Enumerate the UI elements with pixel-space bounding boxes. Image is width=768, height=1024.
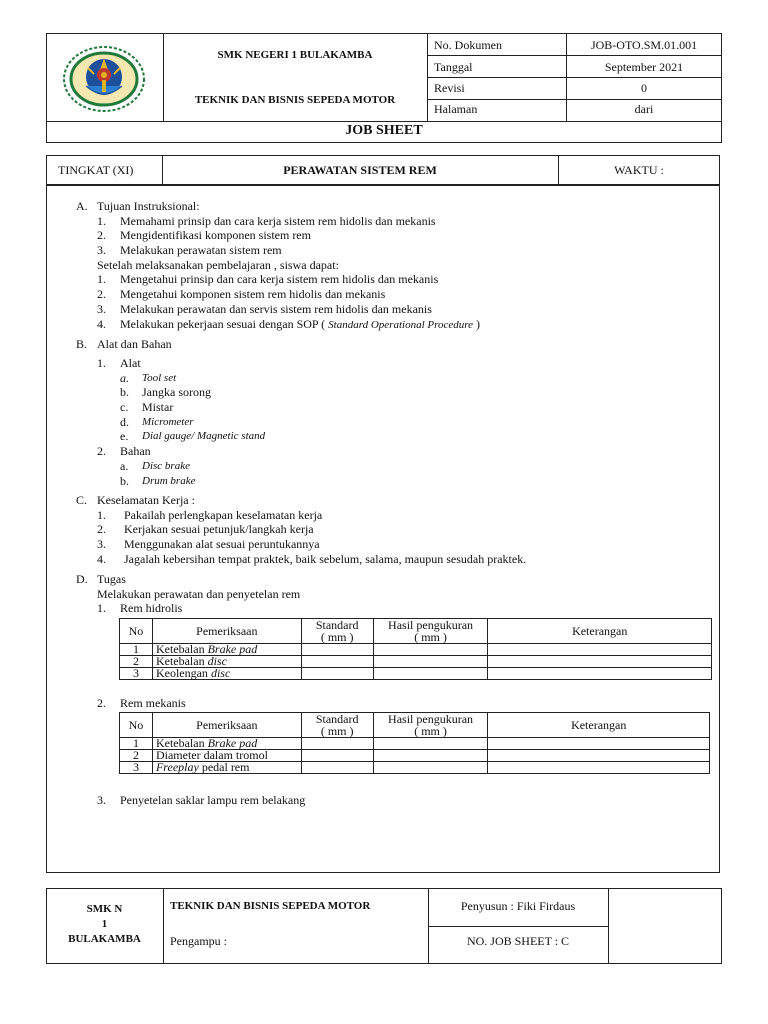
section-label: D.	[76, 572, 88, 586]
input-cell[interactable]	[373, 656, 488, 668]
column-header: Keterangan	[488, 619, 712, 644]
column-header: Standard ( mm )	[301, 713, 373, 738]
column-header: Pemeriksaan	[152, 619, 301, 644]
table-row: 1 Ketebalan Brake pad	[120, 644, 712, 656]
topic-title: PERAWATAN SISTEM REM	[283, 163, 437, 177]
column-header: Keterangan	[488, 713, 710, 738]
input-cell[interactable]	[488, 656, 712, 668]
department-name: TEKNIK DAN BISNIS SEPEDA MOTOR	[194, 94, 396, 106]
list-item: 3. Menggunakan alat sesuai peruntukannya	[97, 537, 320, 552]
doc-field-value: dari	[634, 102, 654, 116]
after-text: Setelah melaksanakan pembelajaran , siswa dapat:	[97, 257, 339, 272]
footer-school: SMK N 1 BULAKAMBA	[68, 903, 141, 945]
alat-list: 1. Alat a. Tool set b. Jangka sorong c. Mistar d. Micrometer e. Dial gauge/ Magnetic stand 2. Bahan a. Disc brake b. Drum brake	[76, 356, 716, 488]
section-label: A.	[76, 199, 88, 213]
list-item: b. Drum brake	[120, 473, 196, 488]
section-b	[76, 337, 716, 352]
doc-field-label: Halaman	[434, 102, 478, 116]
table-row: 2 Diameter dalam tromol	[120, 750, 710, 762]
section-label: C.	[76, 493, 88, 507]
column-header: Standard ( mm )	[301, 619, 373, 644]
section-c	[76, 493, 716, 566]
doc-field-label: No. Dokumen	[434, 38, 502, 52]
pengampu-label: Pengampu :	[170, 934, 227, 948]
input-cell[interactable]	[488, 644, 712, 656]
column-header: Hasil pengukuran ( mm )	[373, 619, 488, 644]
job-sheet-number: NO. JOB SHEET : C	[466, 934, 570, 948]
table-row: 3 Keolengan disc	[120, 668, 712, 680]
input-cell[interactable]	[373, 762, 488, 774]
section-title: Tugas	[97, 572, 126, 586]
page-title: JOB SHEET	[345, 123, 423, 138]
level-label: TINGKAT (XI)	[58, 163, 134, 177]
column-header: Pemeriksaan	[152, 713, 301, 738]
column-header: No	[120, 713, 153, 738]
measurement-table-mekanis	[119, 712, 710, 774]
part-title: Rem mekanis	[120, 696, 186, 710]
penyusun-label: Penyusun : Fiki Firdaus	[460, 899, 576, 913]
section-a	[76, 199, 716, 331]
input-cell[interactable]	[301, 762, 373, 774]
table-header-row	[120, 713, 710, 738]
part-title: Penyetelan saklar lampu rem belakang	[120, 793, 306, 807]
doc-field-value: 0	[641, 81, 647, 95]
section-title: Keselamatan Kerja :	[97, 493, 195, 507]
doc-field-label: Tanggal	[434, 60, 473, 74]
input-cell[interactable]	[373, 668, 488, 680]
time-label: WAKTU :	[614, 163, 664, 177]
list-item: 3. Melakukan perawatan dan servis sistem rem hidolis dan mekanis	[97, 301, 432, 316]
school-name: SMK NEGERI 1 BULAKAMBA	[217, 49, 373, 61]
input-cell[interactable]	[373, 738, 488, 750]
table-row: 2 Ketebalan disc	[120, 656, 712, 668]
list-item: e. Dial gauge/ Magnetic stand	[120, 429, 266, 444]
section-title: Alat dan Bahan	[97, 337, 172, 351]
list-item: 4. Jagalah kebersihan tempat praktek, baik sebelum, salama, maupun sesudah praktek.	[97, 551, 527, 566]
list-item: 3. Melakukan perawatan sistem rem	[97, 243, 282, 258]
section-title: Tujuan Instruksional:	[97, 199, 200, 213]
list-item: 2. Mengidentifikasi komponen sistem rem	[97, 228, 311, 243]
column-header: No	[120, 619, 153, 644]
list-item: b. Jangka sorong	[120, 385, 211, 400]
list-item: 4. Melakukan pekerjaan sesuai dengan SOP ( Standard Operational Procedure )	[97, 316, 480, 331]
list-item: 2. Mengetahui komponen sistem rem hidolis dan mekanis	[97, 287, 386, 302]
list-item: a. Disc brake	[120, 458, 190, 473]
input-cell[interactable]	[488, 738, 710, 750]
doc-field-value: JOB-OTO.SM.01.001	[590, 38, 698, 52]
doc-field-value: September 2021	[604, 60, 684, 74]
column-header: Hasil pengukuran ( mm )	[373, 713, 488, 738]
table-row: 1 Ketebalan Brake pad	[120, 738, 710, 750]
input-cell[interactable]	[301, 738, 373, 750]
input-cell[interactable]	[301, 644, 373, 656]
input-cell[interactable]	[301, 750, 373, 762]
list-item: c. Mistar	[120, 400, 174, 415]
task-intro: Melakukan perawatan dan penyetelan rem	[97, 586, 301, 601]
part-title: Rem hidrolis	[120, 601, 183, 616]
list-item: 1. Pakailah perlengkapan keselamatan kerja	[97, 507, 323, 522]
input-cell[interactable]	[488, 762, 710, 774]
input-cell[interactable]	[301, 668, 373, 680]
list-item: d. Micrometer	[120, 414, 194, 429]
list-item: 2. Kerjakan sesuai petunjuk/langkah kerja	[97, 522, 314, 537]
input-cell[interactable]	[373, 750, 488, 762]
list-item: 1. Memahami prinsip dan cara kerja sistem rem hidolis dan mekanis	[97, 213, 436, 228]
table-header-row	[120, 619, 712, 644]
input-cell[interactable]	[488, 668, 712, 680]
section-d: D. Tugas Melakukan perawatan dan penyetelan rem 1. Rem hidrolis	[76, 572, 301, 616]
table-row: 3 Freeplay pedal rem	[120, 762, 710, 774]
school-logo	[58, 44, 150, 114]
measurement-table-hidrolis	[119, 618, 712, 680]
footer-department: TEKNIK DAN BISNIS SEPEDA MOTOR	[170, 900, 371, 912]
doc-field-label: Revisi	[434, 81, 465, 95]
list-item: a. Tool set	[120, 370, 177, 385]
section-label: B.	[76, 337, 88, 351]
input-cell[interactable]	[373, 644, 488, 656]
input-cell[interactable]	[301, 656, 373, 668]
input-cell[interactable]	[488, 750, 710, 762]
list-item: 1. Mengetahui prinsip dan cara kerja sistem rem hidolis dan mekanis	[97, 272, 439, 287]
